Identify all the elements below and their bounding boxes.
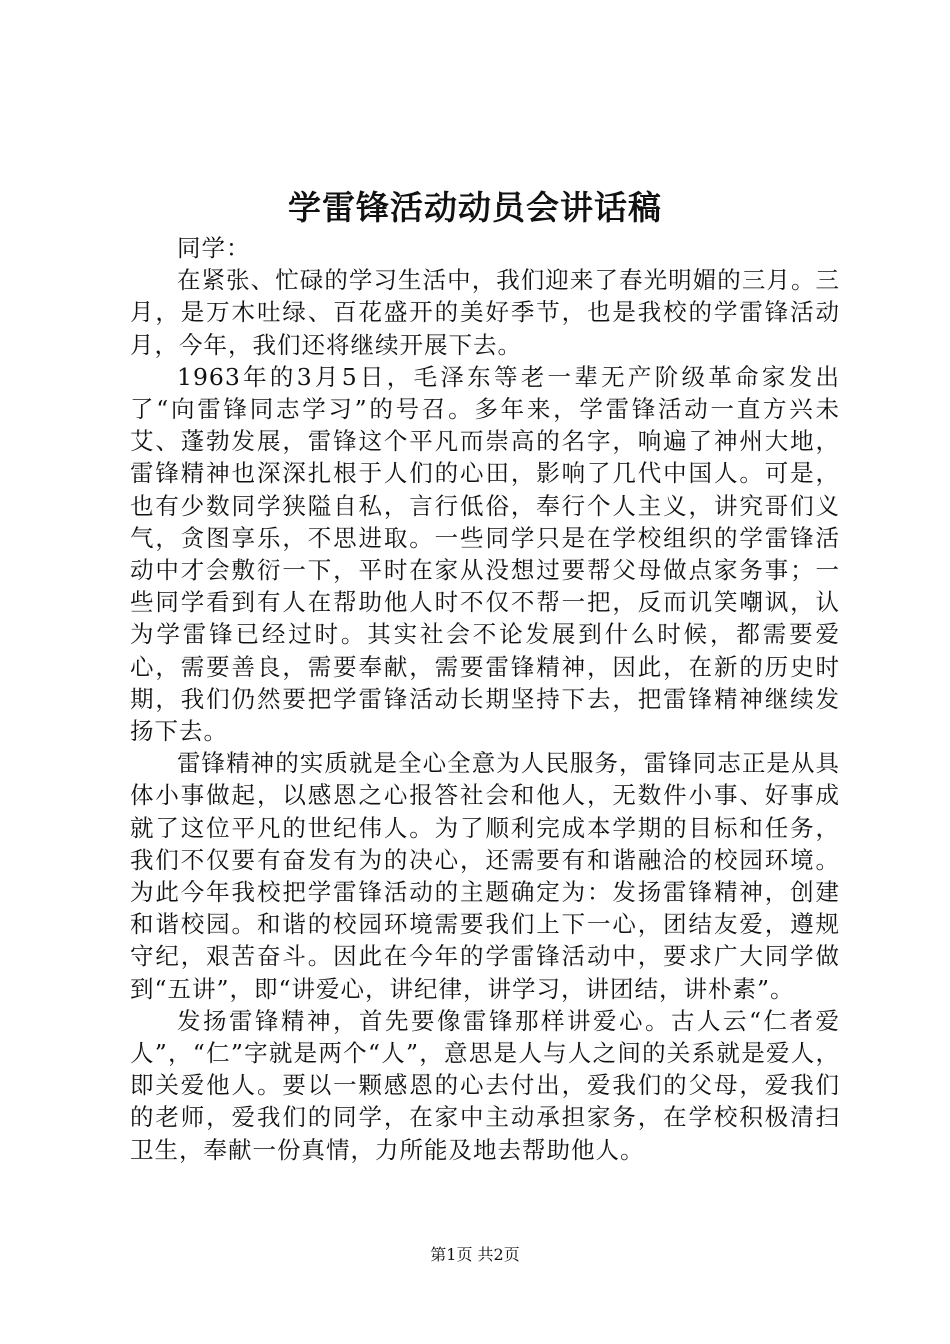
paragraph-2: 1963年的3月5日，毛泽东等老一辈无产阶级革命家发出了“向雷锋同志学习”的号召。多年来，学雷锋活动一直方兴未艾、蓬勃发展，雷锋这个平凡而崇高的名字，响遍了神州大地，雷锋精神也深深扎根于人们的心田，影响了几代中国人。可是，也有少数同学狭隘自私，言行低俗，奉行个人主义，讲究哥们义气，贪图享乐，不思进取。一些同学只是在学校组织的学雷锋活动中才会敷衍一下，平时在家从没想过要帮父母做点家务事；一些同学看到有人在帮助他人时不仅不帮一把，反而讥笑嘲讽，认为学雷锋已经过时。其实社会不论发展到什么时候，都需要爱心，需要善良，需要奉献，需要雷锋精神，因此，在新的历史时期，我们仍然要把学雷锋活动长期坚持下去，把雷锋精神继续发扬下去。 <box>130 362 840 746</box>
page-footer: 第1页 共2页 <box>430 1245 520 1264</box>
salutation: 同学： <box>177 234 251 262</box>
document-title: 学雷锋活动动员会讲话稿 <box>288 188 662 227</box>
document-body <box>130 232 840 1166</box>
paragraph-3: 雷锋精神的实质就是全心全意为人民服务，雷锋同志正是从具体小事做起，以感恩之心报答社会和他人，无数件小事、好事成就了这位平凡的世纪伟人。为了顺利完成本学期的目标和任务，我们不仅要有奋发有为的决心，还需要有和谐融洽的校园环境。为此今年我校把学雷锋活动的主题确定为：发扬雷锋精神，创建和谐校园。和谐的校园环境需要我们上下一心，团结友爱，遵规守纪，艰苦奋斗。因此在今年的学雷锋活动中，要求广大同学做到“五讲”，即“讲爱心，讲纪律，讲学习，讲团结，讲朴素”。 <box>130 749 840 1003</box>
paragraph-1: 在紧张、忙碌的学习生活中，我们迎来了春光明媚的三月。三月，是万木吐绿、百花盛开的美好季节，也是我校的学雷锋活动月，今年，我们还将继续开展下去。 <box>130 266 840 359</box>
paragraph-4: 发扬雷锋精神，首先要像雷锋那样讲爱心。古人云“仁者爱人”，“仁”字就是两个“人”，意思是人与人之间的关系就是爱人，即关爱他人。要以一颗感恩的心去付出，爱我们的父母，爱我们的老师，爱我们的同学，在家中主动承担家务，在学校积极清扫卫生，奉献一份真情，力所能及地去帮助他人。 <box>130 1006 840 1164</box>
